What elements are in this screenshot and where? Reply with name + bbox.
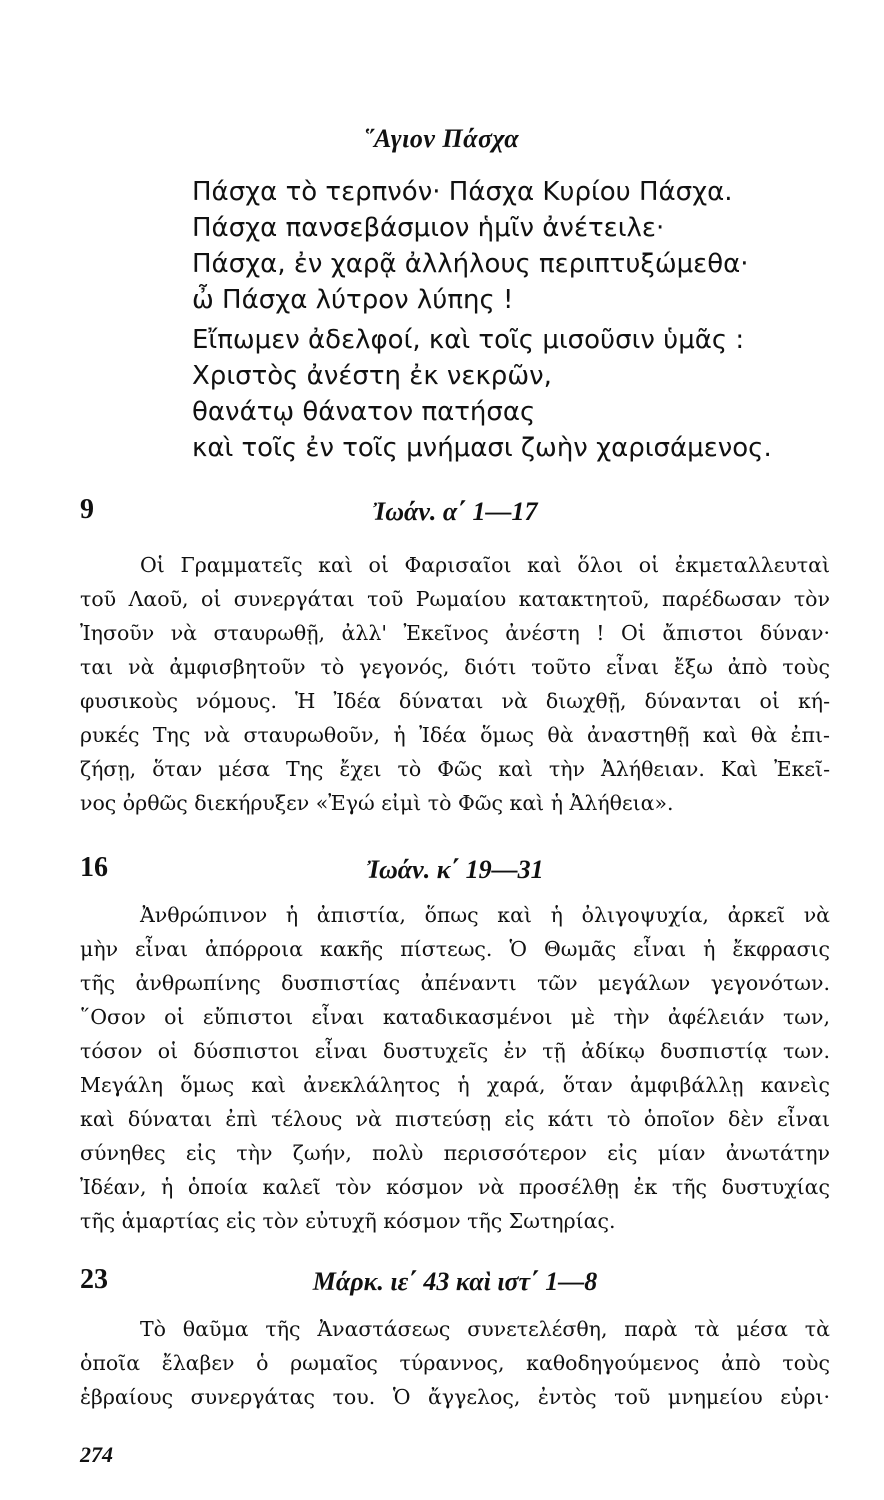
paragraph-line: Ἀνθρώπινον ἡ ἀπιστία, ὅπως καὶ ἡ ὀλιγοψυχία, ἀρκεῖ νὰ — [140, 903, 830, 927]
paragraph-line: τόσον οἱ δύσπιστοι εἶναι δυστυχεῖς ἐν τῇ ἀδίκῳ δυσπιστίᾳ των. — [80, 1039, 830, 1063]
section-heading: Μάρκ. ιε΄ 43 καὶ ιστ΄ 1—8 — [312, 1267, 598, 1296]
paragraph-line: ται νὰ ἀμφισβητοῦν τὸ γεγονός, διότι τοῦτο εἶναι ἔξω ἀπὸ τοὺς — [80, 655, 830, 679]
paragraph-line: ὁποῖα ἔλαβεν ὁ ρωμαῖος τύραννος, καθοδηγούμενος ἀπὸ τοὺς — [80, 1351, 830, 1375]
paragraph-line: τοῦ Λαοῦ, οἱ συνεργάται τοῦ Ρωμαίου κατακτητοῦ, παρέδωσαν τὸν — [80, 587, 830, 611]
paragraph-line: Ἰδέαν, ἡ ὁποία καλεῖ τὸν κόσμον νὰ προσέλθῃ ἐκ τῆς δυστυχίας — [80, 1175, 830, 1199]
section-number: 16 — [80, 852, 108, 883]
paragraph-line: ρυκές Της νὰ σταυρωθοῦν, ἡ Ἰδέα ὅμως θὰ ἀναστηθῇ καὶ θὰ ἐπι- — [80, 723, 830, 747]
paragraph-line: τῆς ἁμαρτίας εἰς τὸν εὐτυχῆ κόσμον τῆς Σωτηρίας. — [80, 1209, 616, 1233]
paragraph-line: Μεγάλη ὅμως καὶ ἀνεκλάλητος ἡ χαρά, ὅταν ἀμφιβάλλῃ κανεὶς — [80, 1073, 830, 1097]
section-body — [80, 898, 830, 1238]
paragraph-line: Τὸ θαῦμα τῆς Ἀναστάσεως συνετελέσθη, παρὰ τὰ μέσα τὰ — [140, 1317, 830, 1341]
paragraph-line: Οἱ Γραμματεῖς καὶ οἱ Φαρισαῖοι καὶ ὅλοι οἱ ἐκμεταλλευταὶ — [140, 553, 830, 577]
paragraph-line: μὴν εἶναι ἀπόρροια κακῆς πίστεως. Ὁ Θωμᾶς εἶναι ἡ ἔκφρασις — [80, 937, 830, 961]
paragraph-line: Ἰησοῦν νὰ σταυρωθῇ, ἀλλ' Ἐκεῖνος ἀνέστη ! Οἱ ἄπιστοι δύναν· — [80, 621, 830, 645]
hymn-line: Εἴπωμεν ἀδελφοί, καὶ τοῖς μισοῦσιν ὑμᾶς : — [192, 325, 745, 355]
hymn-line: ὦ Πάσχα λύτρον λύπης ! — [192, 285, 514, 315]
hymn-line: Πάσχα, ἐν χαρᾷ ἀλλήλους περιπτυξώμεθα· — [192, 249, 749, 279]
hymn-stanza-1 — [192, 174, 749, 318]
paragraph-line: ζήσῃ, ὅταν μέσα Της ἔχει τὸ Φῶς καὶ τὴν Ἀλήθειαν. Καὶ Ἐκεῖ- — [80, 757, 830, 781]
paragraph-line: ῞Οσον οἱ εὔπιστοι εἶναι καταδικασμένοι μὲ τὴν ἀφέλειάν των, — [80, 1005, 830, 1029]
hymn-line: θανάτῳ θάνατον πατήσας — [192, 397, 536, 427]
hymn-line: Πάσχα πανσεβάσμιον ἡμῖν ἀνέτειλε· — [192, 213, 665, 243]
section-heading: Ἰωάν. κ΄ 19—31 — [366, 855, 544, 884]
paragraph-line: τῆς ἀνθρωπίνης δυσπιστίας ἀπέναντι τῶν μεγάλων γεγονότων. — [80, 971, 830, 995]
paragraph-line: καὶ δύναται ἐπὶ τέλους νὰ πιστεύσῃ εἰς κάτι τὸ ὁποῖον δὲν εἶναι — [80, 1107, 830, 1131]
hymn-line: καὶ τοῖς ἐν τοῖς μνήμασι ζωὴν χαρισάμενος. — [192, 433, 772, 463]
section-number: 9 — [80, 494, 94, 525]
page-number: 274 — [80, 1442, 113, 1467]
section-body — [80, 548, 830, 820]
hymn-line: Πάσχα τὸ τερπνόν· Πάσχα Κυρίου Πάσχα. — [192, 177, 733, 207]
page-title: ῞Αγιον Πάσχα — [364, 124, 520, 153]
paragraph-line: ἑβραίους συνεργάτας του. Ὁ ἄγγελος, ἐντὸς τοῦ μνημείου εὑρι· — [80, 1385, 830, 1409]
section-number: 23 — [80, 1264, 108, 1295]
section-body — [80, 1312, 830, 1414]
section-heading: Ἰωάν. α΄ 1—17 — [372, 497, 538, 526]
hymn-stanza-2 — [192, 322, 772, 466]
paragraph-line: φυσικοὺς νόμους. Ἡ Ἰδέα δύναται νὰ διωχθῇ, δύνανται οἱ κή- — [80, 689, 830, 713]
paragraph-line: νος ὀρθῶς διεκήρυξεν «Ἐγώ εἰμὶ τὸ Φῶς καὶ ἡ Ἀλήθεια». — [80, 791, 674, 815]
paragraph-line: σύνηθες εἰς τὴν ζωήν, πολὺ περισσότερον εἰς μίαν ἀνωτάτην — [80, 1141, 830, 1165]
hymn-line: Χριστὸς ἀνέστη ἐκ νεκρῶν, — [192, 361, 552, 391]
